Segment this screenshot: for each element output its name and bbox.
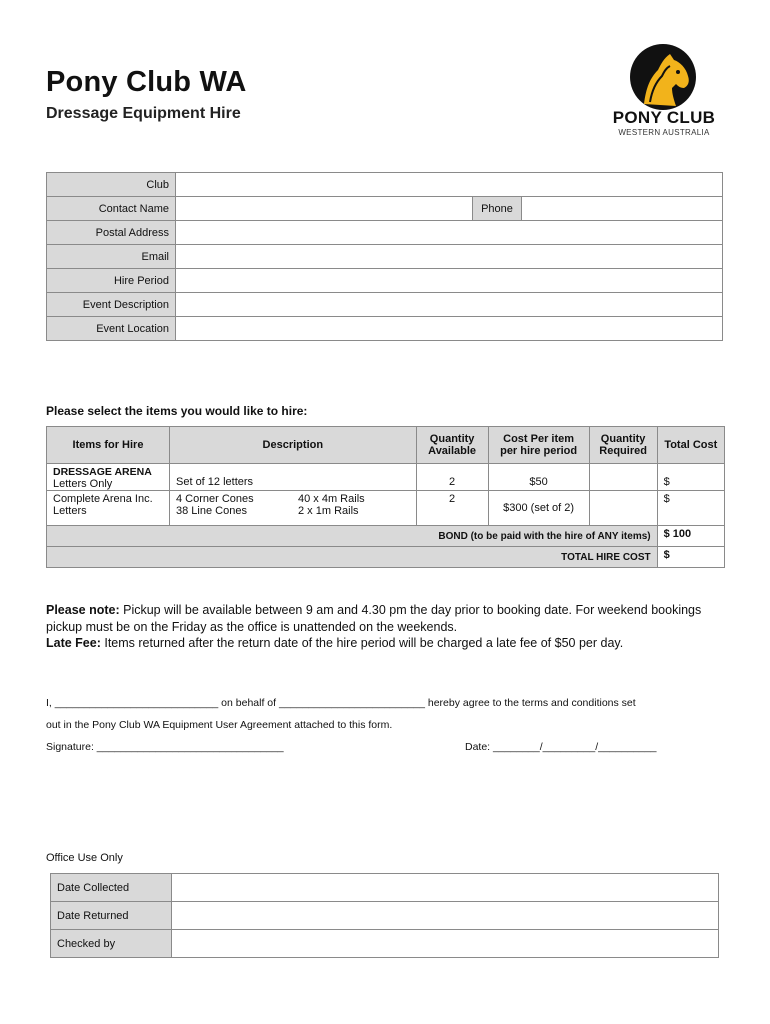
logo-title: PONY CLUB <box>612 108 716 127</box>
postal-address-label: Postal Address <box>47 221 176 245</box>
event-description-field[interactable] <box>176 293 723 317</box>
office-use-title: Office Use Only <box>46 852 123 864</box>
club-label: Club <box>47 173 176 197</box>
note-label: Please note: <box>46 603 120 617</box>
quantity-available: 2 <box>416 491 488 526</box>
table-row <box>47 491 725 526</box>
item-description: Set of 12 letters <box>170 464 417 491</box>
total-row <box>47 547 725 568</box>
items-prompt: Please select the items you would like to hire: <box>46 404 308 418</box>
table-row <box>47 464 725 491</box>
bond-value: $ 100 <box>657 526 724 547</box>
date-returned-field[interactable] <box>172 902 719 930</box>
email-label: Email <box>47 245 176 269</box>
late-fee-note <box>46 635 726 652</box>
phone-field[interactable] <box>522 197 723 221</box>
club-field[interactable] <box>176 173 723 197</box>
description-line: 38 Line Cones <box>176 505 247 517</box>
header-quantity-required: Quantity Required <box>589 427 657 464</box>
date-line[interactable]: Date: ________/_________/__________ <box>465 741 657 753</box>
cost-per-item: $300 (set of 2) <box>488 491 589 526</box>
bond-label: BOND (to be paid with the hire of ANY items) <box>47 526 658 547</box>
date-collected-field[interactable] <box>172 874 719 902</box>
items-table <box>46 426 725 568</box>
header-quantity-available: Quantity Available <box>416 427 488 464</box>
note-text: Pickup will be available between 9 am and 4.30 pm the day prior to booking date. For weekend bookings pickup must be on the Friday as the office is unattended on the weekends. <box>46 603 702 634</box>
logo-subtitle: WESTERN AUSTRALIA <box>618 128 710 137</box>
page-subtitle: Dressage Equipment Hire <box>46 105 241 122</box>
notes-section <box>46 602 726 652</box>
page-title: Pony Club WA <box>46 66 247 98</box>
item-name-line1: Complete Arena Inc. <box>53 493 153 505</box>
cost-per-item: $50 <box>488 464 589 491</box>
quantity-available: 2 <box>416 464 488 491</box>
description-line: 2 x 1m Rails <box>298 505 359 517</box>
horse-head-logo-icon <box>630 44 696 110</box>
date-returned-label: Date Returned <box>51 902 172 930</box>
hire-details-table <box>46 172 723 341</box>
description-line: 4 Corner Cones <box>176 493 254 505</box>
header-total-cost: Total Cost <box>657 427 724 464</box>
total-cost-field[interactable]: $ <box>657 464 724 491</box>
date-collected-label: Date Collected <box>51 874 172 902</box>
office-use-table <box>50 873 719 958</box>
hire-period-label: Hire Period <box>47 269 176 293</box>
late-fee-text: Items returned after the return date of the hire period will be charged a late fee of $50 per day. <box>100 636 624 650</box>
email-field[interactable] <box>176 245 723 269</box>
header-description: Description <box>170 427 417 464</box>
late-fee-label: Late Fee: <box>46 636 101 650</box>
description-line: 40 x 4m Rails <box>298 493 365 505</box>
signature-line[interactable]: Signature: ________________________________ <box>46 741 284 753</box>
pickup-note <box>46 602 726 635</box>
agreement-line-2: out in the Pony Club WA Equipment User Agreement attached to this form. <box>46 719 393 731</box>
phone-label: Phone <box>473 197 522 221</box>
postal-address-field[interactable] <box>176 221 723 245</box>
checked-by-label: Checked by <box>51 930 172 958</box>
agreement-line-1: I, ____________________________ on behalf of _________________________ hereby agree to the terms and conditions set <box>46 697 636 709</box>
checked-by-field[interactable] <box>172 930 719 958</box>
contact-name-label: Contact Name <box>47 197 176 221</box>
event-location-label: Event Location <box>47 317 176 341</box>
header-cost-per-item: Cost Per item per hire period <box>488 427 589 464</box>
bond-row <box>47 526 725 547</box>
event-description-label: Event Description <box>47 293 176 317</box>
total-cost-field[interactable]: $ <box>657 491 724 526</box>
quantity-required-field[interactable] <box>589 464 657 491</box>
pony-club-logo <box>606 40 722 140</box>
hire-period-field[interactable] <box>176 269 723 293</box>
header-items-for-hire: Items for Hire <box>47 427 170 464</box>
quantity-required-field[interactable] <box>589 491 657 526</box>
item-name-line2: Letters <box>53 505 87 517</box>
total-hire-cost-field[interactable]: $ <box>657 547 724 568</box>
section-heading: DRESSAGE ARENA <box>53 466 152 478</box>
total-hire-cost-label: TOTAL HIRE COST <box>47 547 658 568</box>
event-location-field[interactable] <box>176 317 723 341</box>
item-name: Letters Only <box>53 478 113 490</box>
contact-name-field[interactable] <box>176 197 473 221</box>
